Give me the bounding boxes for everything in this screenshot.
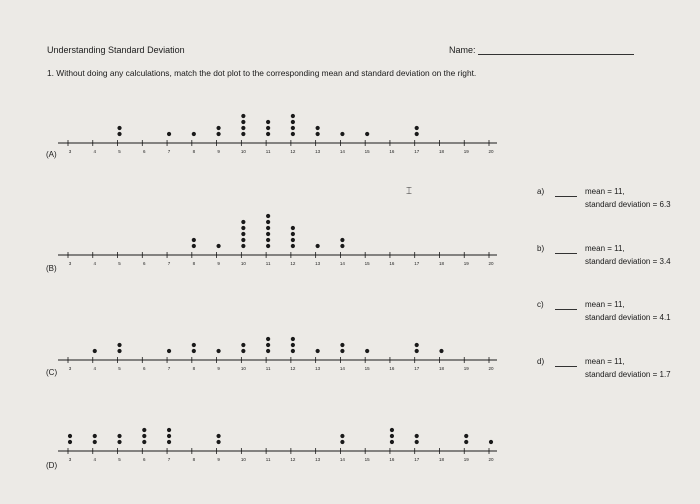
data-dot xyxy=(117,343,121,347)
tick-label: 6 xyxy=(143,261,146,266)
data-dot xyxy=(216,440,220,444)
tick-label: 7 xyxy=(167,261,171,266)
tick-label: 7 xyxy=(167,457,171,462)
data-dot xyxy=(167,440,171,444)
tick-label: 11 xyxy=(265,149,271,154)
tick-label: 6 xyxy=(143,457,146,462)
data-dot xyxy=(439,349,443,353)
tick-label: 17 xyxy=(414,366,420,371)
data-dot xyxy=(93,440,97,444)
answer-blank[interactable] xyxy=(555,253,577,254)
worksheet-title: Understanding Standard Deviation xyxy=(47,45,185,55)
data-dot xyxy=(117,440,121,444)
tick-label: 19 xyxy=(463,457,469,462)
data-dot xyxy=(266,232,270,236)
data-dot xyxy=(241,126,245,130)
answer-letter: c) xyxy=(537,300,544,309)
data-dot xyxy=(340,440,344,444)
answer-mean: mean = 11, xyxy=(585,357,625,366)
data-dot xyxy=(142,434,146,438)
tick-label: 10 xyxy=(240,261,246,266)
data-dot xyxy=(464,440,468,444)
answer-letter: b) xyxy=(537,244,545,253)
tick-label: 9 xyxy=(217,149,220,154)
tick-label: 20 xyxy=(488,457,494,462)
data-dot xyxy=(291,349,295,353)
data-dot xyxy=(192,132,196,136)
tick-label: 3 xyxy=(68,149,72,154)
tick-label: 14 xyxy=(339,366,345,371)
tick-label: 16 xyxy=(389,457,395,462)
data-dot xyxy=(340,434,344,438)
tick-label: 14 xyxy=(339,457,345,462)
data-dot xyxy=(216,349,220,353)
tick-label: 17 xyxy=(414,149,420,154)
answer-mean: mean = 11, xyxy=(585,187,625,196)
tick-label: 18 xyxy=(438,149,444,154)
tick-label: 8 xyxy=(192,149,196,154)
data-dot xyxy=(291,132,295,136)
answer-blank[interactable] xyxy=(555,366,577,367)
tick-label: 20 xyxy=(488,261,494,266)
data-dot xyxy=(415,132,419,136)
data-dot xyxy=(266,126,270,130)
data-dot xyxy=(489,440,493,444)
answer-mean: mean = 11, xyxy=(585,300,625,309)
tick-label: 13 xyxy=(315,457,321,462)
tick-label: 9 xyxy=(217,261,220,266)
data-dot xyxy=(167,434,171,438)
data-dot xyxy=(192,349,196,353)
tick-label: 5 xyxy=(118,149,121,154)
tick-label: 18 xyxy=(438,366,444,371)
tick-label: 11 xyxy=(265,261,271,266)
plot-label-d: (D) xyxy=(46,461,58,470)
tick-label: 4 xyxy=(93,457,97,462)
tick-label: 16 xyxy=(389,261,395,266)
data-dot xyxy=(266,132,270,136)
data-dot xyxy=(241,226,245,230)
tick-label: 5 xyxy=(118,366,121,371)
data-dot xyxy=(291,226,295,230)
data-dot xyxy=(241,120,245,124)
tick-label: 9 xyxy=(217,457,220,462)
answer-mean: mean = 11, xyxy=(585,244,625,253)
data-dot xyxy=(390,440,394,444)
data-dot xyxy=(167,349,171,353)
tick-label: 20 xyxy=(488,366,494,371)
tick-label: 18 xyxy=(438,261,444,266)
tick-label: 16 xyxy=(389,149,395,154)
answer-sd: standard deviation = 3.4 xyxy=(585,257,671,266)
data-dot xyxy=(291,232,295,236)
data-dot xyxy=(365,349,369,353)
answer-sd: standard deviation = 1.7 xyxy=(585,370,671,379)
tick-label: 13 xyxy=(315,366,321,371)
data-dot xyxy=(216,132,220,136)
tick-label: 15 xyxy=(364,457,370,462)
data-dot xyxy=(241,232,245,236)
tick-label: 14 xyxy=(339,261,345,266)
tick-label: 3 xyxy=(68,366,72,371)
data-dot xyxy=(340,244,344,248)
data-dot xyxy=(291,114,295,118)
text-cursor-icon: ⌶ xyxy=(406,186,412,197)
data-dot xyxy=(93,434,97,438)
tick-label: 19 xyxy=(463,366,469,371)
tick-label: 4 xyxy=(93,261,97,266)
data-dot xyxy=(241,132,245,136)
tick-label: 12 xyxy=(290,149,296,154)
data-dot xyxy=(266,349,270,353)
tick-label: 11 xyxy=(265,366,271,371)
data-dot xyxy=(464,434,468,438)
plot-label-b: (B) xyxy=(46,264,57,273)
tick-label: 15 xyxy=(364,366,370,371)
data-dot xyxy=(266,244,270,248)
tick-label: 6 xyxy=(143,366,146,371)
data-dot xyxy=(68,434,72,438)
data-dot xyxy=(216,244,220,248)
tick-label: 17 xyxy=(414,261,420,266)
tick-label: 10 xyxy=(240,366,246,371)
data-dot xyxy=(340,349,344,353)
tick-label: 5 xyxy=(118,457,121,462)
data-dot xyxy=(340,132,344,136)
data-dot xyxy=(291,238,295,242)
answer-blank[interactable] xyxy=(555,196,577,197)
data-dot xyxy=(266,120,270,124)
data-dot xyxy=(266,220,270,224)
tick-label: 5 xyxy=(118,261,121,266)
tick-label: 11 xyxy=(265,457,271,462)
tick-label: 12 xyxy=(290,261,296,266)
data-dot xyxy=(216,434,220,438)
tick-label: 15 xyxy=(364,261,370,266)
tick-label: 20 xyxy=(488,149,494,154)
data-dot xyxy=(192,244,196,248)
data-dot xyxy=(316,126,320,130)
tick-label: 8 xyxy=(192,261,196,266)
data-dot xyxy=(117,434,121,438)
data-dot xyxy=(241,114,245,118)
data-dot xyxy=(93,349,97,353)
tick-label: 13 xyxy=(315,261,321,266)
tick-label: 6 xyxy=(143,149,146,154)
data-dot xyxy=(142,428,146,432)
data-dot xyxy=(192,343,196,347)
data-dot xyxy=(216,126,220,130)
tick-label: 7 xyxy=(167,149,171,154)
data-dot xyxy=(266,214,270,218)
plot-label-c: (C) xyxy=(46,368,58,377)
data-dot xyxy=(167,428,171,432)
data-dot xyxy=(266,226,270,230)
data-dot xyxy=(192,238,196,242)
data-dot xyxy=(316,132,320,136)
data-dot xyxy=(167,132,171,136)
tick-label: 16 xyxy=(389,366,395,371)
data-dot xyxy=(241,244,245,248)
data-dot xyxy=(390,428,394,432)
data-dot xyxy=(291,244,295,248)
tick-label: 17 xyxy=(414,457,420,462)
data-dot xyxy=(117,349,121,353)
data-dot xyxy=(316,244,320,248)
data-dot xyxy=(390,434,394,438)
data-dot xyxy=(266,343,270,347)
tick-label: 18 xyxy=(438,457,444,462)
answer-letter: d) xyxy=(537,357,545,366)
tick-label: 12 xyxy=(290,366,296,371)
data-dot xyxy=(68,440,72,444)
tick-label: 3 xyxy=(68,261,72,266)
tick-label: 8 xyxy=(192,366,196,371)
data-dot xyxy=(142,440,146,444)
tick-label: 4 xyxy=(93,366,97,371)
data-dot xyxy=(340,238,344,242)
answer-blank[interactable] xyxy=(555,309,577,310)
plot-label-a: (A) xyxy=(46,150,57,159)
tick-label: 8 xyxy=(192,457,196,462)
data-dot xyxy=(291,343,295,347)
data-dot xyxy=(291,337,295,341)
data-dot xyxy=(415,126,419,130)
data-dot xyxy=(291,120,295,124)
data-dot xyxy=(340,343,344,347)
tick-label: 10 xyxy=(240,149,246,154)
data-dot xyxy=(241,220,245,224)
data-dot xyxy=(415,343,419,347)
data-dot xyxy=(365,132,369,136)
tick-label: 15 xyxy=(364,149,370,154)
data-dot xyxy=(415,440,419,444)
tick-label: 14 xyxy=(339,149,345,154)
tick-label: 13 xyxy=(315,149,321,154)
data-dot xyxy=(415,434,419,438)
tick-label: 4 xyxy=(93,149,97,154)
answer-letter: a) xyxy=(537,187,545,196)
data-dot xyxy=(241,349,245,353)
data-dot xyxy=(241,343,245,347)
answer-sd: standard deviation = 6.3 xyxy=(585,200,671,209)
data-dot xyxy=(266,238,270,242)
tick-label: 10 xyxy=(240,457,246,462)
data-dot xyxy=(241,238,245,242)
data-dot xyxy=(117,132,121,136)
name-label: Name: xyxy=(449,45,476,55)
tick-label: 3 xyxy=(68,457,72,462)
question-text: 1. Without doing any calculations, match the dot plot to the corresponding mean and standard deviation on the right. xyxy=(47,68,477,78)
tick-label: 7 xyxy=(167,366,171,371)
data-dot xyxy=(291,126,295,130)
data-dot xyxy=(266,337,270,341)
tick-label: 12 xyxy=(290,457,296,462)
answer-sd: standard deviation = 4.1 xyxy=(585,313,671,322)
data-dot xyxy=(316,349,320,353)
tick-label: 19 xyxy=(463,261,469,266)
tick-label: 19 xyxy=(463,149,469,154)
data-dot xyxy=(117,126,121,130)
data-dot xyxy=(415,349,419,353)
tick-label: 9 xyxy=(217,366,220,371)
